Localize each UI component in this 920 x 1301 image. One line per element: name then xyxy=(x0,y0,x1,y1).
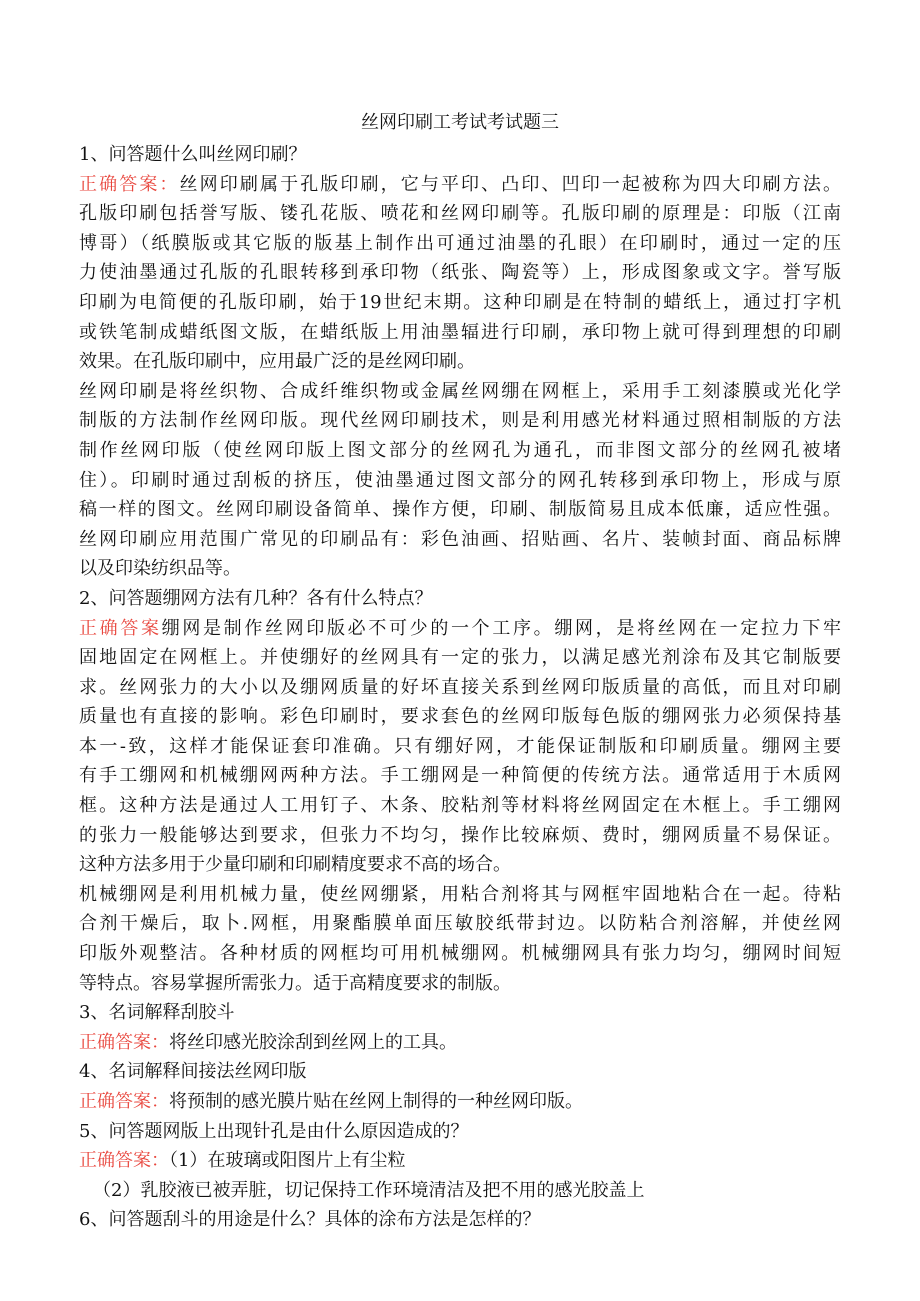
answer-2-text: 绷网是制作丝网印版必不可少的一个工序。绷网，是将丝网在一定拉力下牢 xyxy=(161,617,841,639)
answer-3-text: 将丝印感光胶涂刮到丝网上的工具。 xyxy=(169,1031,457,1053)
answer-2-line: 质量也有直接的影响。彩色印刷时，要求套色的丝网印版每色版的绷网张力必须保持基 xyxy=(79,706,841,728)
question-5: 5、问答题网版上出现针孔是由什么原因造成的？ xyxy=(79,1120,469,1142)
answer-1-line: 住）。印刷时通过刮板的挤压，使油墨通过图文部分的网孔转移到承印物上，形成与原 xyxy=(79,469,841,491)
answer-1-line: 博哥）（纸膜版或其它版的版基上制作出可通过油墨的孔眼）在印刷时，通过一定的压 xyxy=(79,232,841,254)
answer-5-text: （1）在玻璃或阳图片上有尘粒 xyxy=(169,1150,406,1172)
answer-1-line: 稿一样的图文。丝网印刷设备简单、操作方便，印刷、制版简易且成本低廉，适应性强。 xyxy=(79,499,841,521)
answer-1-line: 印刷为电简便的孔版印刷，始于19世纪末期。这种印刷是在特制的蜡纸上，通过打字机 xyxy=(79,291,841,313)
answer-4 xyxy=(79,1087,841,1117)
answer-1-line: 效果。在孔版印刷中，应用最广泛的是丝网印刷。 xyxy=(79,351,475,373)
answer-2-line: 求。丝网张力的大小以及绷网质量的好坏直接关系到丝网印版质量的高低，而且对印刷 xyxy=(79,676,841,698)
answer-4-text: 将预制的感光膜片贴在丝网上制得的一种丝网印版。 xyxy=(169,1091,583,1112)
answer-1-text: 丝网印刷属于孔版印刷，它与平印、凸印、凹印一起被称为四大印刷方法。 xyxy=(179,173,841,195)
answer-2-line: 合剂干燥后，取卜.网框，用聚酯膜单面压敏胶纸带封边。以防粘合剂溶解，并使丝网 xyxy=(79,913,841,935)
answer-1-line: 以及印染纺织品等。 xyxy=(79,558,241,580)
answer-1-line: 或铁笔制成蜡纸图文版，在蜡纸版上用油墨辐进行印刷，承印物上就可得到理想的印刷 xyxy=(79,321,841,343)
answer-2-line: 固地固定在网框上。并使绷好的丝网具有一定的张力，以满足感光剂涂布及其它制版要 xyxy=(79,647,841,669)
answer-2-line: 印版外观整洁。各种材质的网框均可用机械绷网。机械绷网具有张力均匀，绷网时间短 xyxy=(79,943,841,965)
answer-label: 正确答案： xyxy=(79,1031,169,1053)
answer-1-line: 制版的方法制作丝网印版。现代丝网印刷技术，则是利用感光材料通过照相制版的方法 xyxy=(79,410,841,432)
answer-2-line: 框。这种方法是通过人工用钉子、木条、胶粘剂等材料将丝网固定在木框上。手工绷网 xyxy=(79,795,841,817)
answer-5 xyxy=(79,1146,841,1176)
answer-2-line: 本一-致，这样才能保证套印准确。只有绷好网，才能保证制版和印刷质量。绷网主要 xyxy=(79,735,841,757)
answer-label: 正确答案： xyxy=(79,173,180,195)
answer-1-line: 丝网印刷是将丝织物、合成纤维织物或金属丝网绷在网框上，采用手工刻漆膜或光化学 xyxy=(79,380,841,402)
question-1: 1、问答题什么叫丝网印刷？ xyxy=(79,144,307,165)
answer-2-line: 的张力一般能够达到要求，但张力不均匀，操作比较麻烦、费时，绷网质量不易保证。 xyxy=(79,824,841,846)
answer-2-first-line xyxy=(79,614,841,644)
answer-1-line: 孔版印刷包括誉写版、镂孔花版、喷花和丝网印刷等。孔版印刷的原理是：印版（江南 xyxy=(79,203,841,225)
question-4: 4、名词解释间接法丝网印版 xyxy=(79,1061,307,1083)
answer-2-line: 有手工绷网和机械绷网两种方法。手工绷网是一种简便的传统方法。通常适用于木质网 xyxy=(79,765,841,787)
page-title: 丝网印刷工考试考试题三 xyxy=(361,112,559,133)
answer-5-second: （2）乳胶液已被弄脏，切记保持工作环境清洁及把不用的感光胶盖上 xyxy=(93,1179,645,1201)
question-3: 3、名词解释刮胶斗 xyxy=(79,1002,235,1024)
document-page xyxy=(79,108,841,1235)
answer-1-line: 丝网印刷应用范围广常见的印刷品有：彩色油画、招贴画、名片、装帧封面、商品标牌 xyxy=(79,528,841,550)
answer-label: 正确答案： xyxy=(79,1091,169,1112)
answer-label: 正确答案： xyxy=(79,1150,169,1172)
answer-2-line: 等特点。容易掌握所需张力。适于高精度要求的制版。 xyxy=(79,972,511,994)
answer-1-line: 制作丝网印版（使丝网印版上图文部分的丝网孔为通孔，而非图文部分的丝网孔被堵 xyxy=(79,439,841,461)
question-2: 2、问答题绷网方法有几种？各有什么特点？ xyxy=(79,587,433,609)
answer-1-line: 力使油墨通过孔版的孔眼转移到承印物（纸张、陶瓷等）上，形成图象或文字。誉写版 xyxy=(79,262,841,284)
answer-1-first-line xyxy=(79,170,841,200)
answer-2-line: 机械绷网是利用机械力量，使丝网绷紧，用粘合剂将其与网框牢固地粘合在一起。待粘 xyxy=(79,883,841,905)
question-6: 6、问答题刮斗的用途是什么？具体的涂布方法是怎样的？ xyxy=(79,1209,541,1231)
answer-2-line: 这种方法多用于少量印刷和印刷精度要求不高的场合。 xyxy=(79,854,511,876)
answer-label: 正确答案 xyxy=(79,617,162,639)
answer-3 xyxy=(79,1028,841,1058)
